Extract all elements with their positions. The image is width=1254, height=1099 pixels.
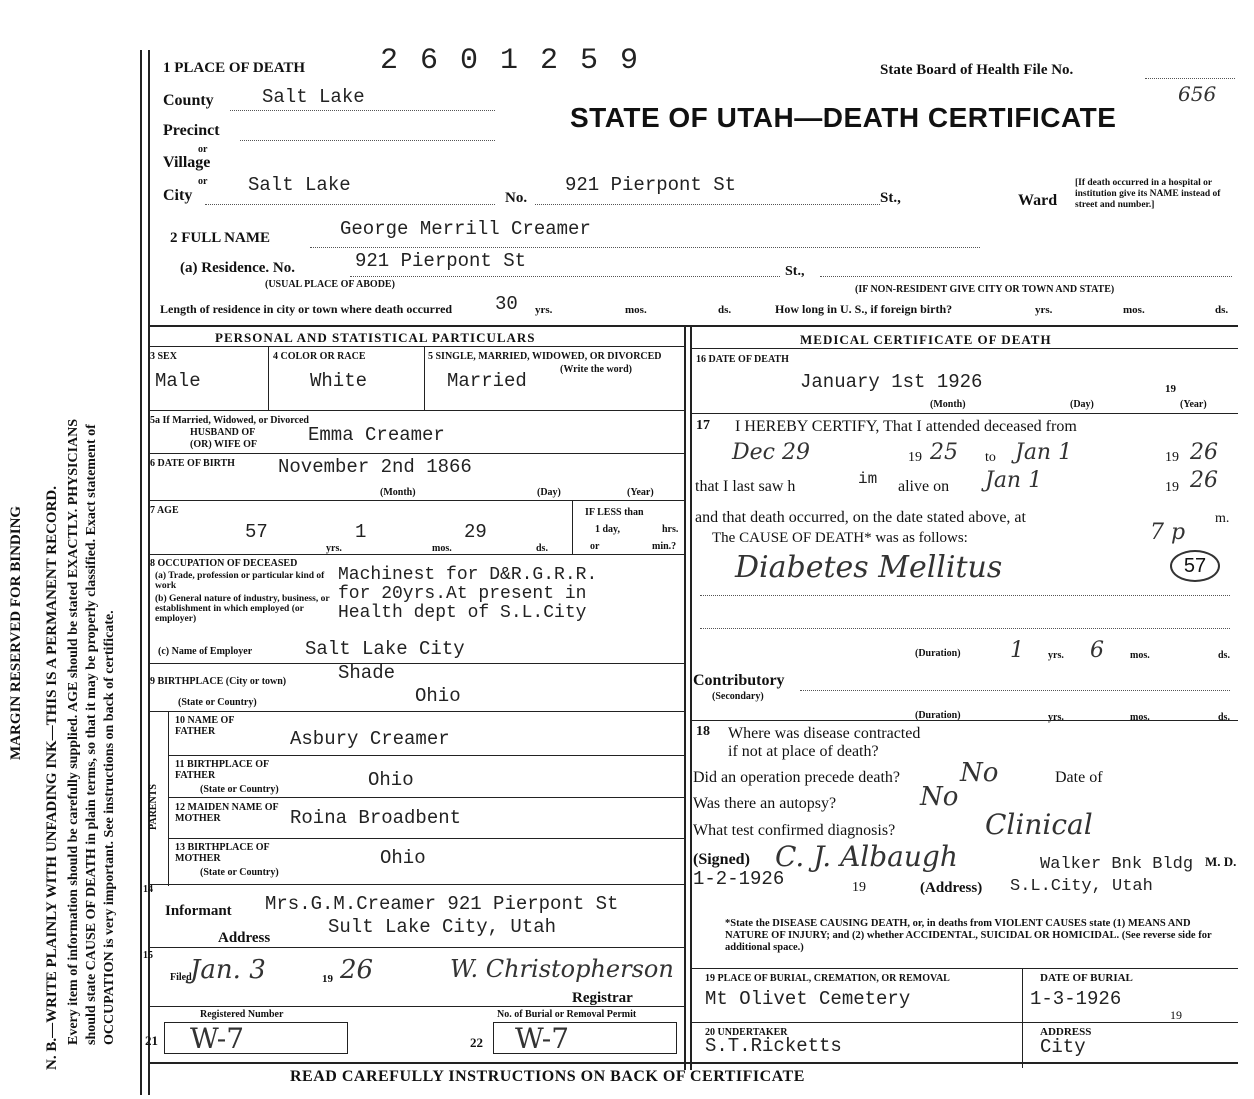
attended-from-value: Dec 29	[732, 440, 810, 465]
cause-code-circle: 57	[1170, 550, 1220, 582]
village-label: Village	[163, 154, 211, 171]
last-saw-value: Jan 1	[985, 468, 1043, 493]
field-17-number: 17	[696, 418, 710, 433]
row-divider-10	[148, 711, 684, 712]
field-22-number: 22	[470, 1035, 483, 1050]
color-label: 4 COLOR OR RACE	[273, 351, 366, 362]
burial-permit-value: W-7	[515, 1022, 570, 1055]
occupation-a-label: (a) Trade, profession or particular kind of work	[155, 571, 325, 591]
date-of-death-label: 16 DATE OF DEATH	[696, 354, 789, 365]
spouse-label-1: 5a If Married, Widowed, or Divorced	[150, 415, 309, 426]
age-days-value: 29	[464, 521, 487, 543]
full-name-value: George Merrill Creamer	[340, 218, 591, 240]
burial-permit-label: No. of Burial or Removal Permit	[497, 1009, 637, 1020]
physician-signature: C. J. Albaugh	[775, 840, 958, 873]
residence-line	[350, 276, 780, 277]
certificate-number: 2 6 0 1 2 5 9	[380, 44, 641, 78]
row-divider-9	[148, 663, 684, 664]
center-divider	[684, 325, 686, 1070]
residence-st-line	[820, 276, 1232, 277]
dob-month-caption: (Month)	[380, 487, 416, 498]
date-of-death-value: January 1st 1926	[800, 371, 983, 393]
dob-day-caption: (Day)	[537, 487, 561, 498]
residence-value: 921 Pierpont St	[355, 250, 527, 272]
age-months-value: 1	[355, 521, 367, 543]
father-name-label: 10 NAME OF FATHER	[175, 715, 235, 737]
certify-statement: I HEREBY CERTIFY, That I attended deceased from	[735, 418, 1077, 435]
undertaker-address-value: City	[1040, 1036, 1086, 1058]
marital-value: Married	[447, 370, 527, 392]
row-divider-7	[148, 500, 684, 501]
filed-year-value: 26	[340, 955, 374, 985]
residence-st-label: St.,	[785, 264, 805, 279]
length-ds-caption: ds.	[718, 304, 732, 316]
secondary-caption: (Secondary)	[712, 691, 764, 702]
form-left-border-inner	[148, 50, 150, 1095]
duration-months-value: 6	[1090, 638, 1104, 663]
cause-of-death-label: The CAUSE OF DEATH* was as follows:	[712, 530, 968, 546]
duration2-caption: (Duration)	[915, 710, 961, 721]
color-value: White	[310, 370, 368, 392]
physician-address-label: (Address)	[920, 880, 983, 896]
street-value: 921 Pierpont St	[565, 174, 737, 196]
us-residence-label: How long in U. S., if foreign birth?	[775, 302, 953, 316]
file-no-line	[1145, 78, 1235, 79]
row-divider-12	[168, 797, 684, 798]
file-no-value: 656	[1178, 82, 1217, 106]
margin-binding-note: MARGIN RESERVED FOR BINDING	[8, 505, 24, 760]
city-value: Salt Lake	[248, 174, 351, 196]
less-or-label: or	[590, 541, 600, 552]
birthplace-city-value: Shade	[338, 662, 396, 684]
document-title: STATE OF UTAH—DEATH CERTIFICATE	[570, 102, 1117, 133]
occupation-label: 8 OCCUPATION OF DECEASED	[150, 558, 298, 569]
less-day-label: 1 day,	[595, 524, 621, 535]
burial-date-label: DATE OF BURIAL	[1040, 972, 1133, 984]
age-years-value: 57	[245, 521, 268, 543]
attended-from-year: 25	[930, 440, 958, 465]
spouse-label-3: (OR) WIFE OF	[190, 439, 258, 450]
spouse-label-2: HUSBAND OF	[190, 427, 256, 438]
signed-label: (Signed)	[693, 851, 750, 868]
county-line	[230, 110, 495, 111]
marital-label: 5 SINGLE, MARRIED, WIDOWED, OR DIVORCED	[428, 351, 662, 362]
margin-instruction-1: N. B.—WRITE PLAINLY WITH UNFADING INK—THIS IS A PERMANENT RECORD.	[44, 486, 60, 1070]
mother-birthplace-caption: (State or Country)	[200, 867, 279, 878]
age-days-caption: ds.	[536, 543, 548, 554]
operation-date-label: Date of	[1055, 769, 1103, 786]
city-label: City	[163, 187, 193, 204]
signed-date-value: 1-2-1926	[693, 868, 785, 890]
color-marital-divider	[424, 346, 425, 410]
burial-place-value: Mt Olivet Cemetery	[705, 988, 911, 1010]
county-label: County	[163, 92, 214, 109]
row-divider-5a	[148, 410, 684, 411]
father-birthplace-value: Ohio	[368, 769, 414, 791]
burial-19: 19	[1170, 1008, 1182, 1022]
length-residence-label: Length of residence in city or town where death occurred	[160, 302, 453, 316]
registrar-signature: W. Christopherson	[450, 955, 674, 983]
mother-birthplace-label: 13 BIRTHPLACE OF MOTHER	[175, 842, 270, 864]
informant-label: Informant	[165, 903, 232, 919]
death-day-caption: (Day)	[1070, 399, 1094, 410]
center-divider-2	[690, 325, 692, 1070]
where-contracted-q1: Where was disease contracted	[728, 725, 921, 742]
informant-value: Mrs.G.M.Creamer 921 Pierpont St	[265, 893, 619, 915]
us-ds-caption: ds.	[1215, 304, 1229, 316]
cause-of-death-value: Diabetes Mellitus	[735, 550, 1003, 585]
duration2-mos: mos.	[1130, 712, 1150, 723]
street-st-label: St.,	[880, 190, 901, 206]
row-divider-8	[148, 554, 684, 555]
death-time-value: 7 p	[1150, 520, 1186, 545]
physician-address-1: Walker Bnk Bldg	[1040, 855, 1194, 874]
birthplace-label: 9 BIRTHPLACE (City or town)	[150, 676, 287, 687]
place-of-death-label: 1 PLACE OF DEATH	[163, 60, 306, 76]
attended-to-19: 19	[1165, 450, 1179, 465]
sex-label: 3 SEX	[150, 351, 177, 362]
medical-divider-18	[690, 720, 1238, 721]
street-line	[535, 204, 880, 205]
spouse-value: Emma Creamer	[308, 424, 445, 446]
dob-value: November 2nd 1866	[278, 456, 472, 478]
registrar-label: Registrar	[572, 990, 633, 1006]
mother-name-value: Roina Broadbent	[290, 807, 462, 829]
section-divider-top	[148, 325, 1238, 327]
burial-date-divider	[1022, 968, 1023, 1068]
death-year-caption: (Year)	[1180, 399, 1207, 410]
duration-years-caption: yrs.	[1048, 650, 1064, 661]
burial-place-label: 19 PLACE OF BURIAL, CREMATION, OR REMOVAL	[705, 973, 950, 984]
personal-heading: PERSONAL AND STATISTICAL PARTICULARS	[215, 330, 536, 345]
contributory-line	[800, 690, 1230, 691]
autopsy-question: Was there an autopsy?	[693, 795, 837, 812]
field-18-number: 18	[696, 724, 710, 739]
occupation-line-3: Health dept of S.L.City	[338, 603, 587, 623]
birthplace-state-value: Ohio	[415, 685, 461, 707]
undertaker-label: 20 UNDERTAKER	[705, 1027, 788, 1038]
last-saw-label-b: alive on	[898, 478, 950, 495]
cause-line-3	[700, 628, 1230, 629]
duration2-yrs: yrs.	[1048, 712, 1064, 723]
duration-days-caption: ds.	[1218, 650, 1230, 661]
full-name-label: 2 FULL NAME	[170, 230, 271, 246]
usual-place-caption: (USUAL PLACE OF ABODE)	[265, 279, 395, 290]
mother-name-label: 12 MAIDEN NAME OF MOTHER	[175, 802, 279, 824]
ward-label: Ward	[1018, 192, 1058, 209]
ward-note: [If death occurred in a hospital or institution give its NAME instead of street and number.]	[1075, 178, 1221, 210]
cause-line-2	[700, 595, 1230, 596]
death-time-m: m.	[1215, 511, 1230, 526]
row-divider-15	[148, 947, 684, 948]
death-occurred-label: and that death occurred, on the date stated above, at	[695, 509, 1026, 526]
field-21-number: 21	[145, 1033, 158, 1048]
cause-footnote: *State the DISEASE CAUSING DEATH, or, in deaths from VIOLENT CAUSES state (1) MEANS AND NATURE OF INJURY; and (2) whether ACCIDENTAL, SUICIDAL OR HOMICIDAL. (See reverse side for additional space.)	[725, 918, 1212, 953]
last-saw-him: im	[858, 470, 878, 488]
physician-address-2: S.L.City, Utah	[1010, 877, 1153, 896]
registered-number-value: W-7	[190, 1022, 245, 1055]
attended-to-year: 26	[1190, 440, 1218, 465]
medical-divider-19	[690, 968, 1238, 969]
registered-number-label: Registered Number	[200, 1009, 284, 1020]
precinct-line	[240, 140, 495, 141]
city-line	[205, 204, 495, 205]
county-value: Salt Lake	[262, 86, 365, 108]
filed-date-value: Jan. 3	[190, 955, 266, 985]
less-min-label: min.?	[652, 541, 677, 552]
file-no-label: State Board of Health File No.	[880, 62, 1074, 78]
age-label: 7 AGE	[150, 505, 179, 516]
less-than-label: IF LESS than	[585, 507, 644, 518]
age-less-divider	[572, 500, 573, 554]
us-yrs-caption: yrs.	[1035, 304, 1053, 316]
parents-side-divider	[168, 711, 169, 886]
father-birthplace-caption: (State or Country)	[200, 784, 279, 795]
undertaker-address-label: ADDRESS	[1040, 1026, 1092, 1038]
medical-divider-20	[690, 1022, 1238, 1023]
duration-months-caption: mos.	[1130, 650, 1150, 661]
undertaker-value: S.T.Ricketts	[705, 1035, 842, 1057]
duration-years-value: 1	[1010, 638, 1024, 663]
personal-heading-rule	[148, 346, 684, 347]
operation-value: No	[960, 758, 999, 788]
birthplace-state-caption: (State or Country)	[178, 697, 257, 708]
margin-instruction-2: Every item of information should be carefully supplied. AGE should be stated EXACTLY. PHYSICIANS	[66, 418, 81, 1045]
where-contracted-q2: if not at place of death?	[728, 743, 879, 760]
last-saw-19: 19	[1165, 480, 1179, 495]
full-name-line	[310, 247, 980, 248]
last-saw-label-a: that I last saw h	[695, 478, 796, 495]
footer-instructions: READ CAREFULLY INSTRUCTIONS ON BACK OF CERTIFICATE	[290, 1068, 805, 1085]
or-label-1: or	[198, 144, 208, 155]
sex-color-divider	[268, 346, 269, 410]
contributory-label: Contributory	[693, 672, 785, 689]
row-divider-11	[168, 755, 684, 756]
employer-value: Salt Lake City	[305, 638, 465, 660]
less-hrs-label: hrs.	[662, 524, 679, 535]
father-name-value: Asbury Creamer	[290, 728, 450, 750]
medical-divider-17	[690, 413, 1238, 414]
length-yrs-caption: yrs.	[535, 304, 553, 316]
occupation-b-label: (b) General nature of industry, business, or establishment in which employed (or employer)	[155, 594, 330, 624]
father-birthplace-label: 11 BIRTHPLACE OF FATHER	[175, 759, 269, 781]
duration-caption: (Duration)	[915, 648, 961, 659]
autopsy-value: No	[920, 782, 959, 812]
parents-label: PARENTS	[148, 784, 159, 830]
death-month-caption: (Month)	[930, 399, 966, 410]
burial-date-value: 1-3-1926	[1030, 988, 1122, 1010]
dob-year-caption: (Year)	[627, 487, 654, 498]
row-divider-13	[168, 838, 684, 839]
marital-note: (Write the word)	[560, 364, 633, 375]
informant-number: 14	[143, 884, 153, 895]
occupation-line-1: Machinest for D&R.G.R.R.	[338, 565, 598, 585]
informant-address-label: Address	[218, 930, 271, 946]
margin-instruction-3: should state CAUSE OF DEATH in plain terms, so that it may be properly classified. Exact statement of	[84, 424, 99, 1045]
attended-to-label: to	[985, 450, 996, 465]
test-value: Clinical	[985, 808, 1093, 841]
residence-label: (a) Residence. No.	[180, 260, 295, 276]
filed-label: Filed	[170, 972, 192, 983]
age-years-caption: yrs.	[326, 543, 342, 554]
length-residence-value: 30	[495, 293, 518, 315]
medical-heading-rule	[690, 348, 1238, 349]
margin-instruction-4: OCCUPATION is very important. See instructions on back of certificate.	[102, 610, 117, 1045]
age-months-caption: mos.	[432, 543, 452, 554]
filed-number: 15	[143, 950, 153, 961]
informant-address-value: Sult Lake City, Utah	[328, 916, 557, 938]
signed-19: 19	[852, 880, 866, 895]
section-divider-bottom	[148, 1062, 1238, 1064]
attended-to-value: Jan 1	[1015, 440, 1073, 465]
precinct-label: Precinct	[163, 122, 220, 139]
medical-heading: MEDICAL CERTIFICATE OF DEATH	[800, 332, 1052, 347]
filed-19-label: 19	[322, 973, 333, 985]
md-label: M. D.	[1205, 854, 1237, 869]
us-mos-caption: mos.	[1123, 304, 1145, 316]
attended-from-19: 19	[908, 450, 922, 465]
row-divider-21	[148, 1006, 684, 1007]
dob-label: 6 DATE OF BIRTH	[150, 458, 235, 469]
mother-birthplace-value: Ohio	[380, 847, 426, 869]
occupation-line-2: for 20yrs.At present in	[338, 584, 587, 604]
last-saw-year: 26	[1190, 468, 1218, 493]
employer-label: (c) Name of Employer	[158, 646, 253, 657]
nonresident-caption: (IF NON-RESIDENT GIVE CITY OR TOWN AND STATE)	[855, 284, 1115, 295]
form-left-border	[140, 50, 142, 1095]
row-divider-6	[148, 453, 684, 454]
duration2-ds: ds.	[1218, 712, 1230, 723]
row-divider-14	[148, 884, 684, 885]
operation-question: Did an operation precede death?	[693, 769, 901, 786]
street-no-label: No.	[505, 190, 528, 206]
date-of-death-19: 19	[1165, 383, 1176, 395]
sex-value: Male	[155, 370, 201, 392]
or-label-2: or	[198, 176, 208, 187]
length-mos-caption: mos.	[625, 304, 647, 316]
test-question: What test confirmed diagnosis?	[693, 822, 896, 839]
